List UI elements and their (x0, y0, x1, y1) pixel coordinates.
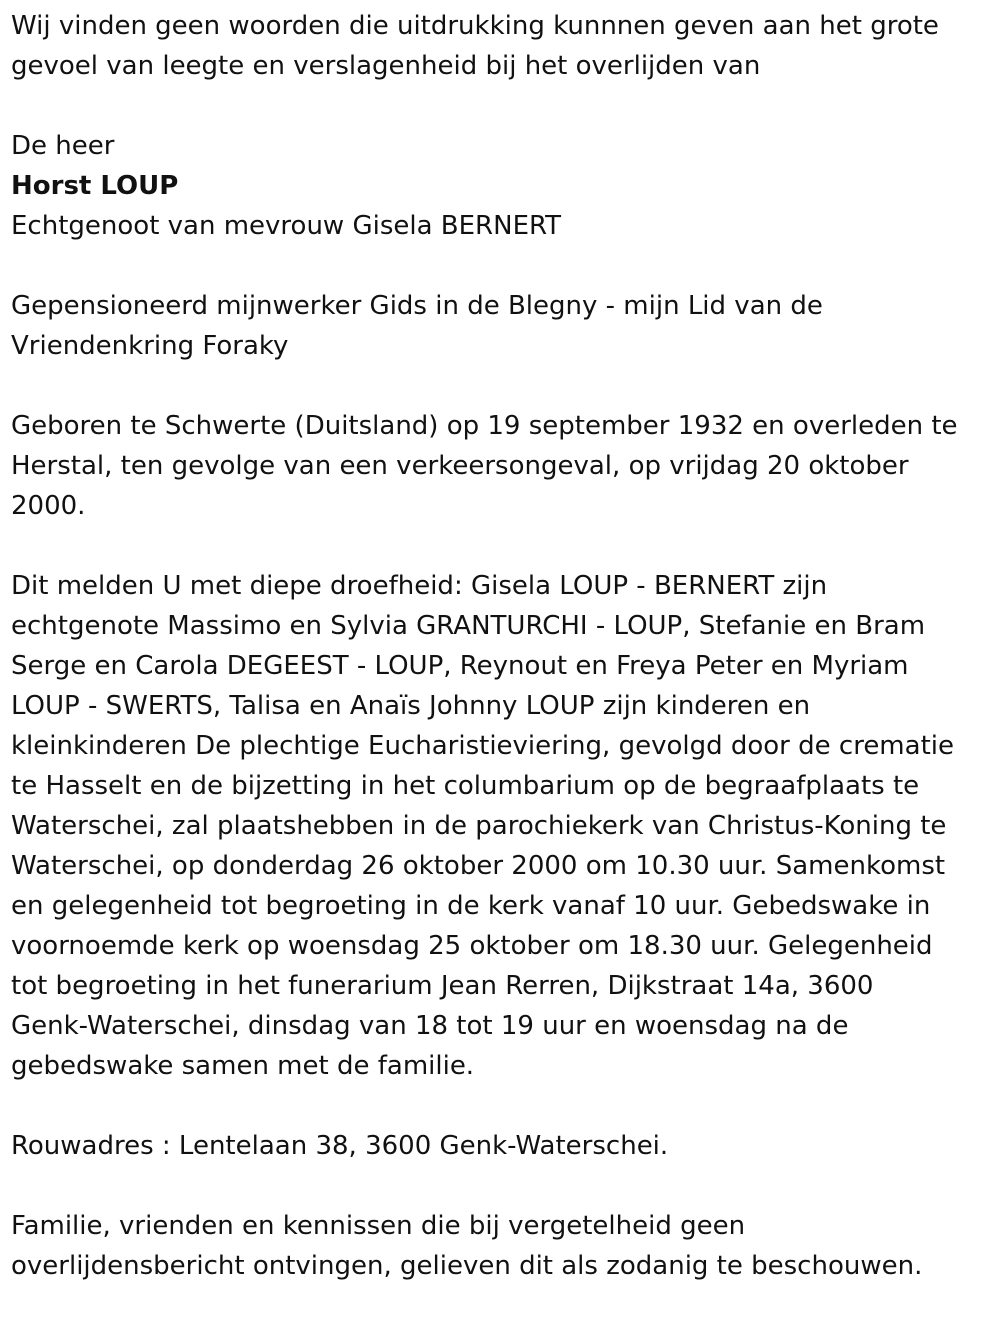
announcement-text: Dit melden U met diepe droefheid: Gisela LOUP - BERNERT zijn echtgenote Massimo en Sylvia GRANTURCHI - LOUP, Stefanie en Bram Serge en Carola DEGEEST - LOUP, Reynout en Freya Peter en Myriam LOUP - SWERTS, Talisa en Anaïs Johnny LOUP zijn kinderen en kleinkinderen De plechtige Eucharistieviering, gevolgd door de crematie te Hasselt en de bijzetting in het columbarium op de begraafplaats te Waterschei, zal plaatshebben in de parochiekerk van Christus-Koning te Waterschei, op donderdag 26 oktober 2000 om 10.30 uur. Samenkomst en gelegenheid tot begroeting in de kerk vanaf 10 uur. Gebedswake in voornoemde kerk op woensdag 25 oktober om 18.30 uur. Gelegenheid tot begroeting in het funerarium Jean Rerren, Dijkstraat 14a, 3600 Genk-Waterschei, dinsdag van 18 tot 19 uur en woensdag na de gebedswake samen met de familie. (11, 571, 954, 1081)
intro-text: Wij vinden geen woorden die uitdrukking kunnnen geven aan het grote gevoel van leegte en verslagenheid bij het overlijden van (11, 11, 939, 81)
occupation-text: Gepensioneerd mijnwerker Gids in de Blegny - mijn Lid van de Vriendenkring Foraky (11, 291, 823, 361)
mourning-address: Rouwadres : Lentelaan 38, 3600 Genk-Waterschei. (11, 1131, 669, 1161)
spouse-line: Echtgenoot van mevrouw Gisela BERNERT (11, 211, 562, 241)
deceased-name: Horst LOUP (11, 171, 179, 201)
birth-death-text: Geboren te Schwerte (Duitsland) op 19 september 1932 en overleden te Herstal, ten gevolge van een verkeersongeval, op vrijdag 20 oktober 2000. (11, 411, 958, 521)
closing-text: Familie, vrienden en kennissen die bij vergetelheid geen overlijdensbericht ontvingen, gelieven dit als zodanig te beschouwen. (11, 1211, 923, 1281)
salutation: De heer (11, 131, 115, 161)
